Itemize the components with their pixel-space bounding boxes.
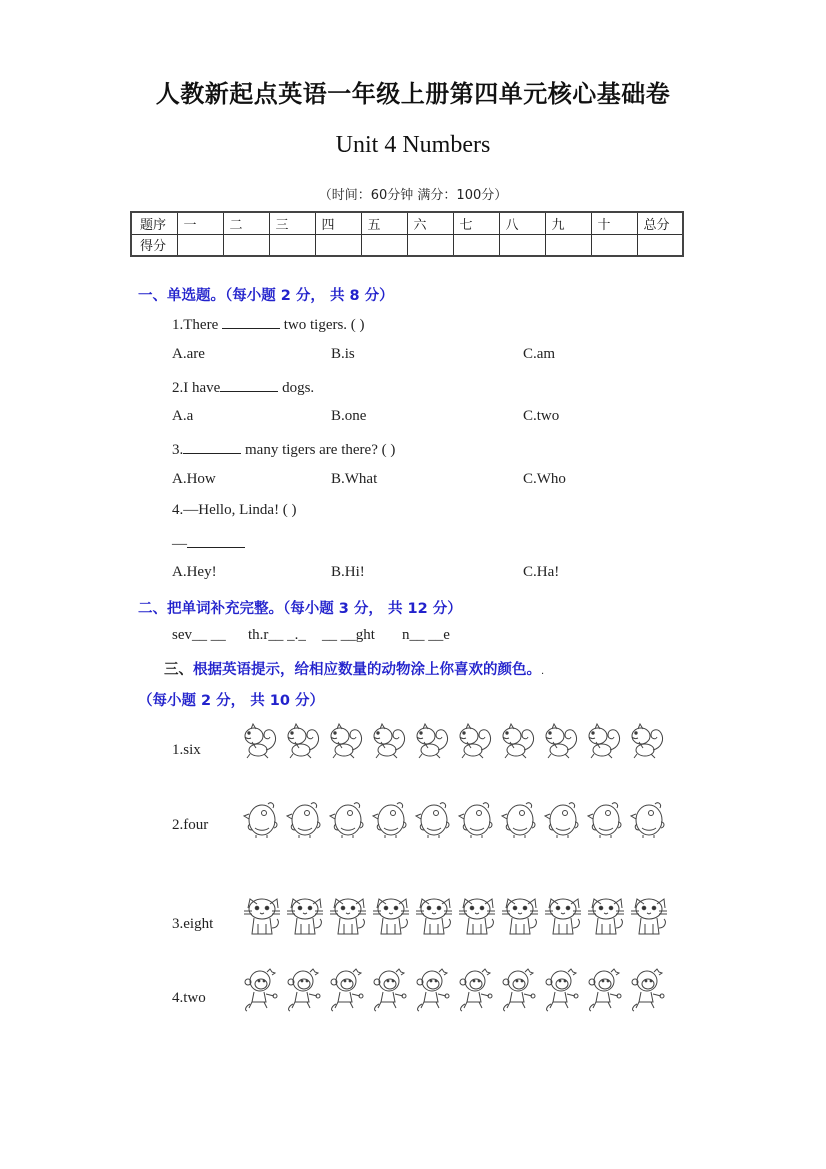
monkey-icon[interactable] [498,968,541,1012]
score-cell[interactable] [591,234,637,256]
page-subtitle: Unit 4 Numbers [335,132,491,158]
score-cell[interactable] [361,234,407,256]
answer-blank[interactable] [220,377,278,392]
monkey-icon[interactable] [584,968,627,1012]
section1-heading: 一、单选题。（每小题 2 分， 共 8 分） [138,288,394,304]
section3-points: （每小题 2 分， 共 10 分） [138,693,325,709]
monkey-row [240,968,670,1012]
score-table [130,211,684,257]
section3-tail: . [541,666,545,677]
chick-icon[interactable] [627,796,670,840]
squirrel-icon[interactable] [240,720,283,764]
item-label: 3.eight [172,916,214,932]
monkey-icon[interactable] [326,968,369,1012]
option-c[interactable]: C.two [523,408,560,424]
question-text: many tigers are there? ( ) [241,442,396,458]
cat-icon[interactable] [627,894,670,938]
question-text: dogs. [278,380,315,396]
section3-text: 根据英语提示，给相应数量的动物涂上你喜欢的颜色。 [193,662,541,678]
chick-icon[interactable] [283,796,326,840]
monkey-icon[interactable] [412,968,455,1012]
word-blank[interactable]: sev__ __ [172,627,226,643]
answer-blank[interactable] [183,439,241,454]
section2-heading: 二、把单词补充完整。（每小题 3 分， 共 12 分） [138,601,462,617]
chick-icon[interactable] [326,796,369,840]
cat-icon[interactable] [498,894,541,938]
reply-dash: — [172,536,187,552]
score-table-row-label: 题序 [131,212,177,234]
question-4: 4.—Hello, Linda! ( ) [172,502,297,518]
option-a[interactable]: A.Hey! [172,564,217,580]
score-cell[interactable] [545,234,591,256]
option-b[interactable]: B.What [331,471,378,487]
item-label: 1.six [172,742,201,758]
squirrel-row [240,720,670,764]
option-b[interactable]: B.is [331,346,355,362]
answer-blank[interactable] [222,314,280,329]
question-text: 3. [172,442,184,458]
option-a[interactable]: A.are [172,346,205,362]
question-1 [172,314,365,334]
score-table-column: 九 [545,212,591,234]
option-a[interactable]: A.How [172,471,216,487]
squirrel-icon[interactable] [412,720,455,764]
question-text: 2.I have [172,380,221,396]
question-3 [172,439,395,459]
score-table-column: 五 [361,212,407,234]
score-table-column: 一 [177,212,223,234]
cat-icon[interactable] [240,894,283,938]
squirrel-icon[interactable] [541,720,584,764]
score-table-column: 四 [315,212,361,234]
score-cell[interactable] [453,234,499,256]
score-table-header-row [131,212,683,234]
squirrel-icon[interactable] [326,720,369,764]
score-table-column: 总分 [637,212,683,234]
section3-number: 三、 [164,662,193,678]
option-c[interactable]: C.am [523,346,556,362]
chick-icon[interactable] [455,796,498,840]
score-table-column: 三 [269,212,315,234]
monkey-icon[interactable] [369,968,412,1012]
monkey-icon[interactable] [627,968,670,1012]
score-cell[interactable] [269,234,315,256]
cat-icon[interactable] [455,894,498,938]
score-cell[interactable] [637,234,683,256]
question-4-reply [172,533,245,553]
word-blank[interactable]: th.r__ _._ [248,627,306,643]
word-blank[interactable]: __ __ght [322,627,375,643]
cat-icon[interactable] [541,894,584,938]
monkey-icon[interactable] [283,968,326,1012]
score-table-column: 八 [499,212,545,234]
score-table-score-row [131,234,683,256]
option-c[interactable]: C.Who [523,471,566,487]
word-blank[interactable]: n__ __e [402,627,450,643]
option-b[interactable]: B.Hi! [331,564,365,580]
cat-icon[interactable] [326,894,369,938]
answer-blank[interactable] [187,533,245,548]
score-cell[interactable] [223,234,269,256]
chick-icon[interactable] [412,796,455,840]
chick-icon[interactable] [240,796,283,840]
squirrel-icon[interactable] [627,720,670,764]
score-table-row-label: 得分 [131,234,177,256]
squirrel-icon[interactable] [455,720,498,764]
chick-icon[interactable] [584,796,627,840]
option-a[interactable]: A.a [172,408,194,424]
monkey-icon[interactable] [240,968,283,1012]
item-label: 2.four [172,817,209,833]
cat-row [240,894,670,938]
score-table-column: 六 [407,212,453,234]
chick-icon[interactable] [498,796,541,840]
option-b[interactable]: B.one [331,408,367,424]
chick-icon[interactable] [541,796,584,840]
monkey-icon[interactable] [541,968,584,1012]
cat-icon[interactable] [369,894,412,938]
squirrel-icon[interactable] [498,720,541,764]
cat-icon[interactable] [283,894,326,938]
time-info: （时间：60分钟 满分：100分） [318,188,508,203]
chick-icon[interactable] [369,796,412,840]
item-label: 4.two [172,990,206,1006]
question-text: two tigers. ( ) [279,317,365,333]
squirrel-icon[interactable] [369,720,412,764]
score-cell[interactable] [177,234,223,256]
squirrel-icon[interactable] [283,720,326,764]
score-table-column: 七 [453,212,499,234]
page-title: 人教新起点英语一年级上册第四单元核心基础卷 [155,80,671,108]
question-2 [172,377,314,397]
score-table-column: 十 [591,212,637,234]
squirrel-icon[interactable] [584,720,627,764]
cat-icon[interactable] [584,894,627,938]
question-text: 1.There [172,317,222,333]
option-c[interactable]: C.Ha! [523,564,560,580]
section3-heading [164,658,544,679]
chick-row [240,796,670,840]
score-cell[interactable] [315,234,361,256]
cat-icon[interactable] [412,894,455,938]
score-cell[interactable] [499,234,545,256]
score-table-column: 二 [223,212,269,234]
monkey-icon[interactable] [455,968,498,1012]
score-cell[interactable] [407,234,453,256]
